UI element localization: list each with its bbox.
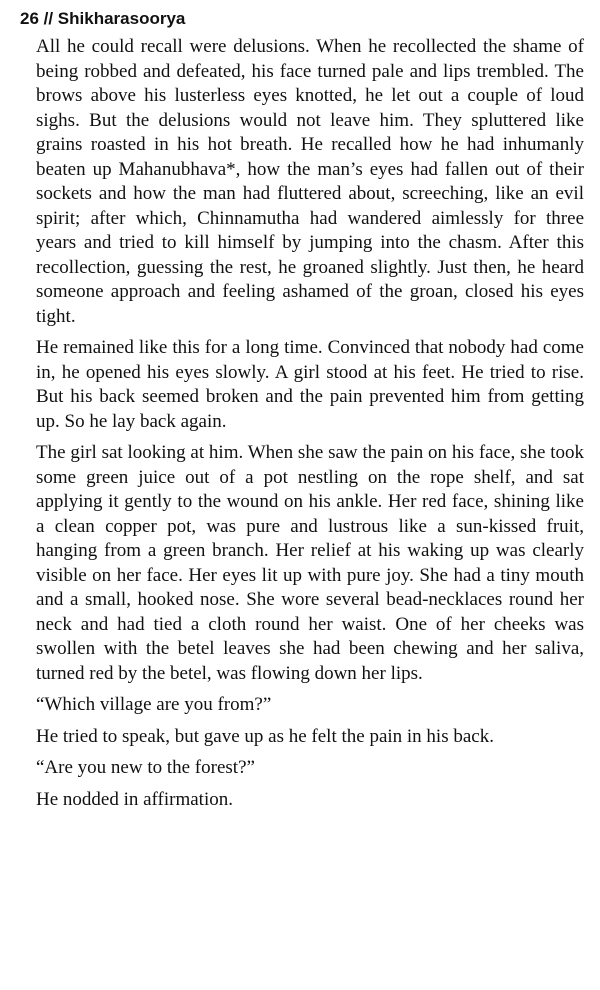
book-page <box>20 8 584 819</box>
paragraph-1: All he could recall were delusions. When he recollected the shame of being robbed and defeated, his face turned pale and lips trembled. The brows above his lusterless eyes knotted, he let out a couple of loud sighs. But the delusions would not leave him. They spluttered like grains roasted in his hot breath. He recalled how he had inhumanly beaten up Mahanubhava*, how the man’s eyes had fallen out of their sockets and how the man had fluttered about, screeching, like an evil spirit; after which, Chinnamutha had wandered aimlessly for three years and tried to kill himself by jumping into the chasm. After this recollection, guessing the rest, he groaned slightly. Just then, he heard someone approach and feeling ashamed of the groan, closed his eyes tight. <box>36 36 584 327</box>
paragraph-7: He nodded in affirmation. <box>36 788 233 810</box>
paragraph-6-dialogue: “Are you new to the forest?” <box>36 757 255 778</box>
paragraph-2: He remained like this for a long time. Convinced that nobody had come in, he opened his eyes slowly. A girl stood at his feet. He tried to rise. But his back seemed broken and the pain prevented him from getting up. So he lay back again. <box>36 337 584 432</box>
running-head: 26 // Shikharasoorya <box>20 9 186 28</box>
paragraph-3: The girl sat looking at him. When she saw the pain on his face, she took some green juice out of a pot nestling on the rope shelf, and sat applying it gently to the wound on his ankle. Her red face, shining like a clean copper pot, was pure and lustrous like a sun-kissed fruit, hanging from a green branch. Her relief at his waking up was clearly visible on her face. Her eyes lit up with pure joy. She had a tiny mouth and a small, hooked nose. She wore several bead-necklaces round her neck and had tied a cloth round her waist. One of her cheeks was swollen with the betel leaves she had been chewing and her saliva, turned red by the betel, was flowing down her lips. <box>36 442 584 684</box>
paragraph-5: He tried to speak, but gave up as he felt the pain in his back. <box>36 725 494 747</box>
paragraph-4-dialogue: “Which village are you from?” <box>36 694 272 715</box>
body-text <box>20 35 584 812</box>
